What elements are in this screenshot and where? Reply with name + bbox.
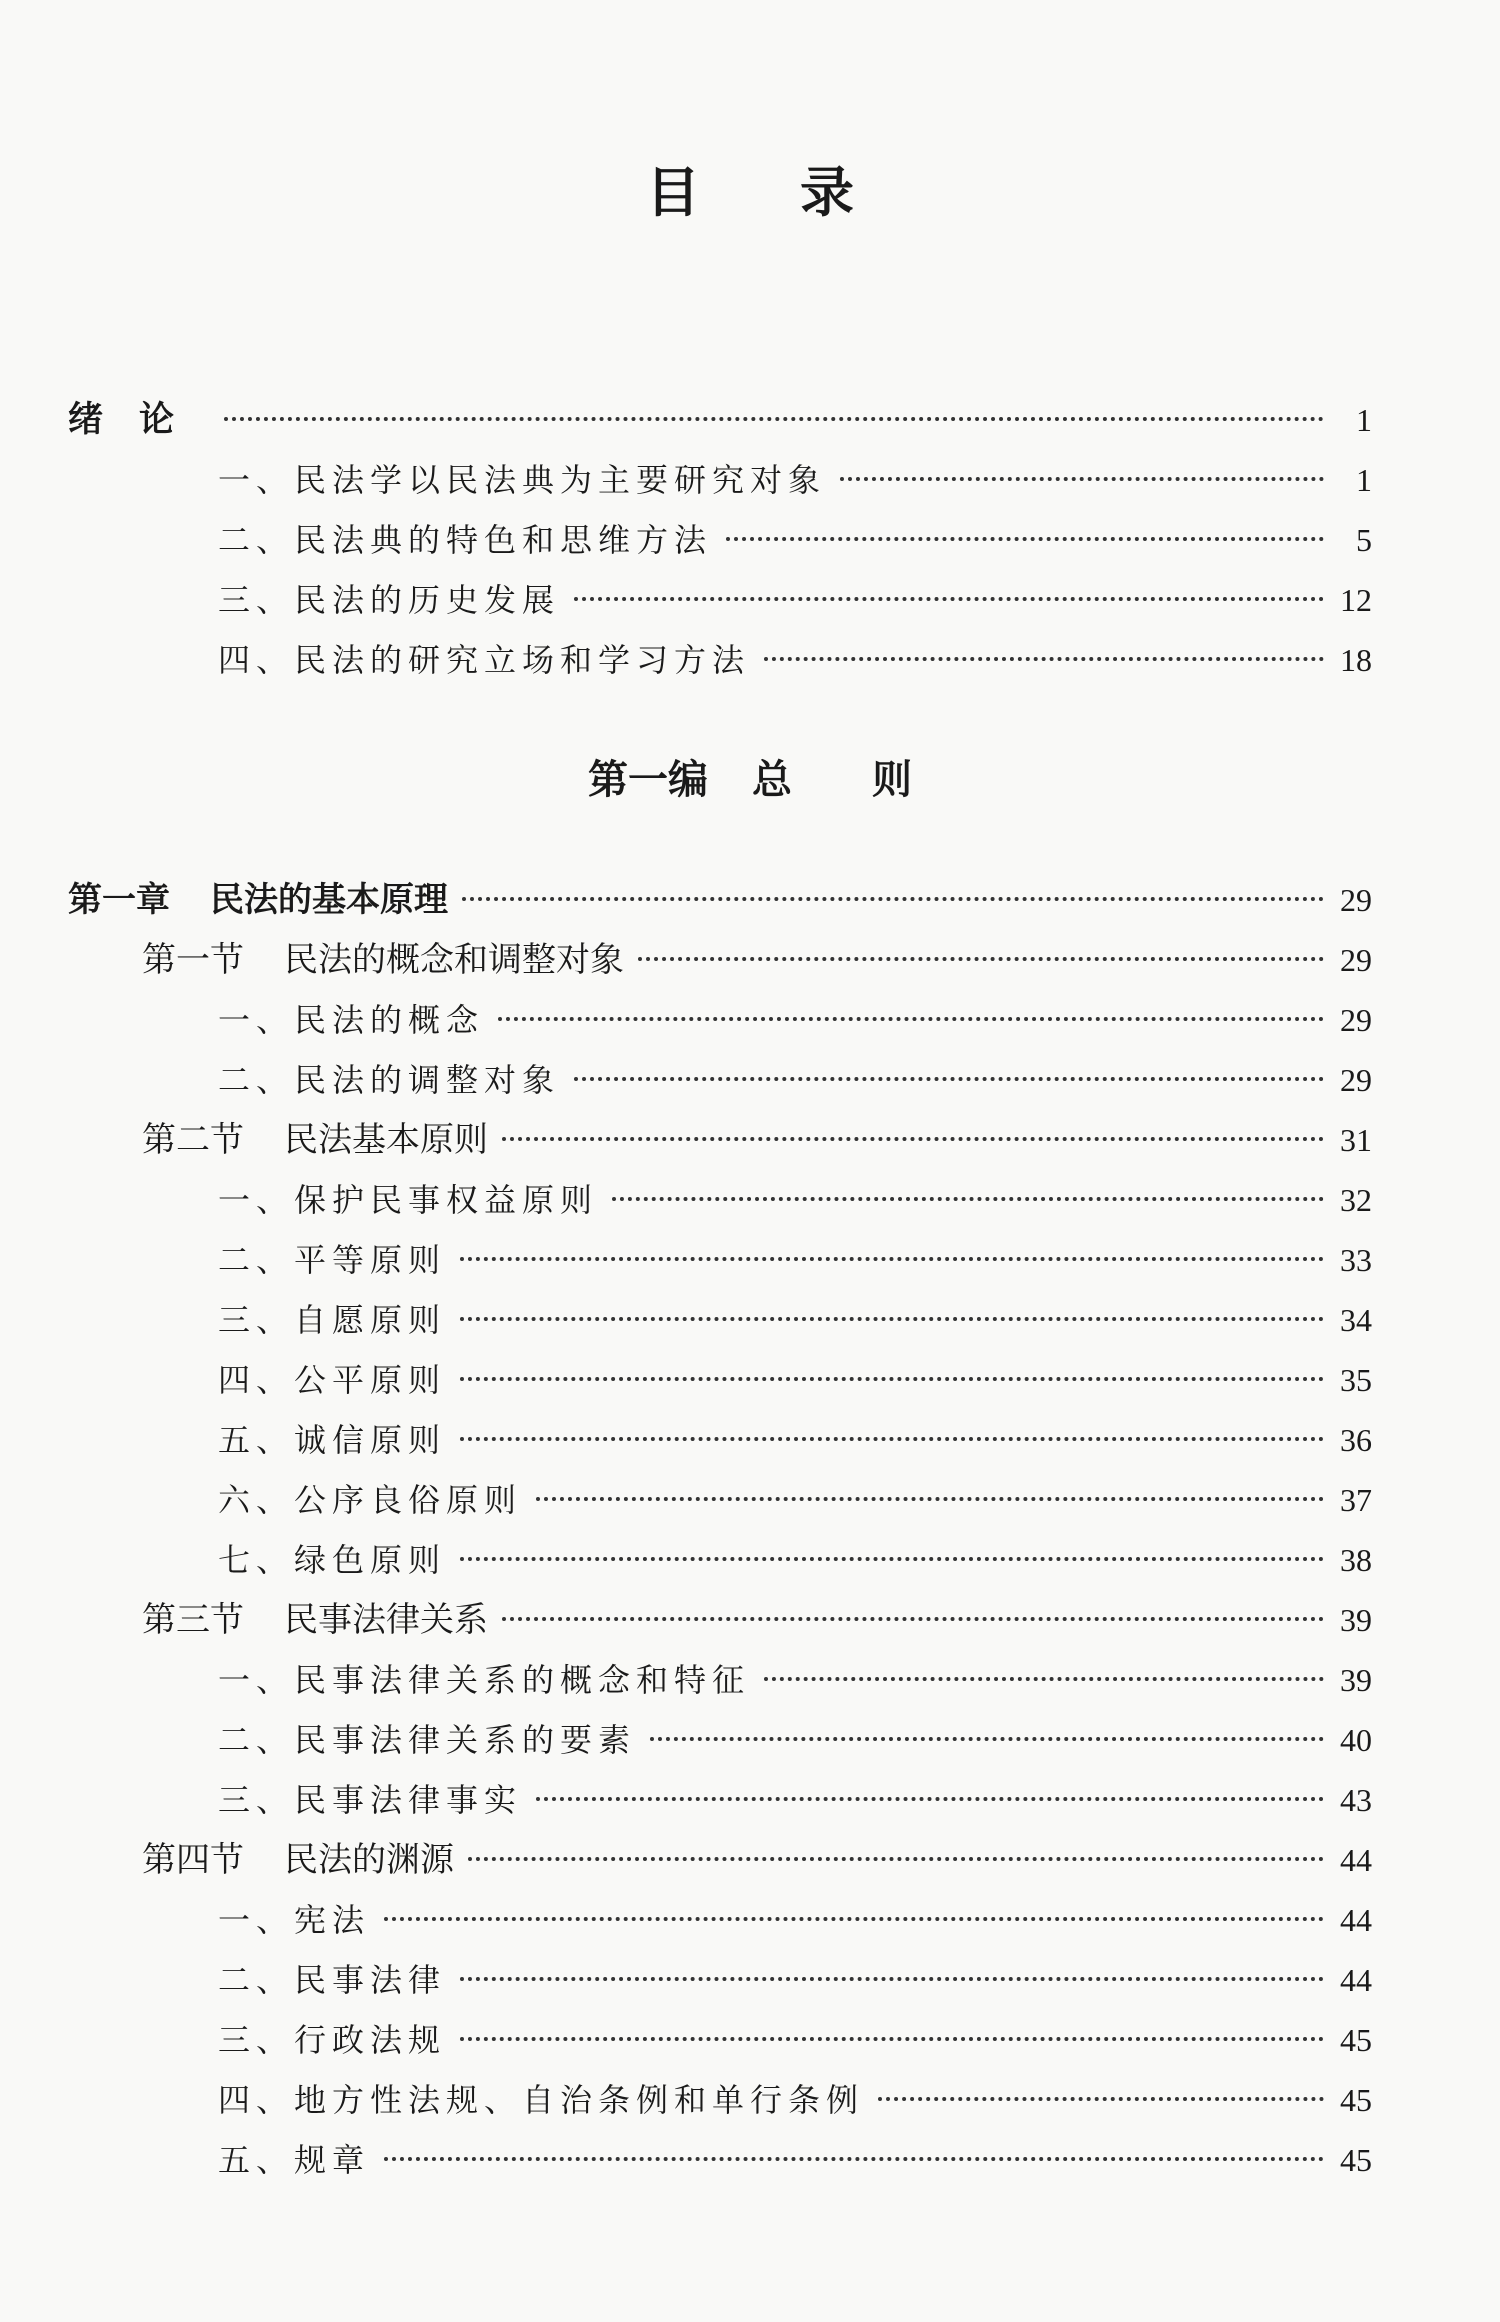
toc-entry-title: 地方性法规、自治条例和单行条例: [294, 2081, 865, 2119]
toc-entry[interactable]: [218, 1710, 1372, 1770]
toc-entry-number: 三、: [218, 2021, 295, 2059]
toc-entry-page: 39: [1340, 1602, 1372, 1638]
toc-entry-label: [142, 930, 624, 990]
toc-entry-number: 四、: [218, 2081, 295, 2119]
toc-entry-number: 五、: [218, 2141, 295, 2179]
toc-entry-label: [218, 510, 712, 570]
toc-entry[interactable]: [218, 1470, 1372, 1530]
toc-entry[interactable]: [218, 1650, 1372, 1710]
toc-entry-page: 43: [1340, 1782, 1372, 1818]
toc-entry-title: 诚信原则: [294, 1421, 447, 1459]
part-title-b: 则: [872, 757, 912, 803]
toc-entry-page: 1: [1356, 402, 1372, 438]
toc-entry[interactable]: [218, 1050, 1372, 1110]
toc-entry-page: 38: [1340, 1542, 1372, 1578]
toc-entry[interactable]: [218, 1890, 1372, 1950]
toc-entry-label: [218, 1770, 522, 1830]
toc-entry-number: 一、: [218, 1661, 295, 1699]
toc-entry-number: 第一节: [142, 940, 244, 980]
toc-entry[interactable]: [142, 930, 1372, 990]
toc-entry-page: 36: [1340, 1422, 1372, 1458]
toc-entry-number: 一、: [218, 1181, 295, 1219]
toc-entry-label: [218, 2130, 370, 2190]
toc-entry-title: 民事法律关系的要素: [294, 1721, 637, 1759]
toc-entry-title: 民法的调整对象: [294, 1061, 561, 1099]
dot-leader: [878, 2097, 1324, 2101]
dot-leader: [468, 1857, 1324, 1861]
dot-leader: [638, 957, 1324, 961]
toc-entry-number: 三、: [218, 581, 295, 619]
toc-entry[interactable]: [218, 1290, 1372, 1350]
toc-entry[interactable]: [218, 1170, 1372, 1230]
toc-entry[interactable]: [142, 1830, 1372, 1890]
dot-leader: [502, 1617, 1324, 1621]
toc-entry-number: 第一章: [68, 880, 170, 920]
toc-entry-label: [218, 1290, 446, 1350]
toc-entry[interactable]: [218, 570, 1372, 630]
dot-leader: [840, 477, 1324, 481]
toc-entry-number: 二、: [218, 1721, 295, 1759]
dot-leader: [502, 1137, 1324, 1141]
toc-entry-title: 绿色原则: [294, 1541, 447, 1579]
toc-entry-title: 民法的概念: [294, 1001, 485, 1039]
toc-entry-label: [218, 1950, 446, 2010]
toc-entry[interactable]: [218, 1950, 1372, 2010]
toc-entry-page: 32: [1340, 1182, 1372, 1218]
toc-entry[interactable]: [218, 450, 1372, 510]
toc-entry-page: 5: [1356, 522, 1372, 558]
toc-entry-page: 18: [1340, 642, 1372, 678]
dot-leader: [726, 537, 1324, 541]
dot-leader: [764, 1677, 1324, 1681]
toc-entry-title: 民法学以民法典为主要研究对象: [294, 461, 827, 499]
toc-entry-page: 29: [1340, 882, 1372, 918]
toc-entry-number: 一、: [218, 1901, 295, 1939]
toc-entry-title: 民法的研究立场和学习方法: [294, 641, 751, 679]
toc-entry[interactable]: [218, 1230, 1372, 1290]
toc-entry-number: 二、: [218, 521, 295, 559]
toc-entry-label: [218, 1710, 636, 1770]
toc-entry-page: 29: [1340, 1002, 1372, 1038]
toc-entry-number: 四、: [218, 641, 295, 679]
toc-entry-title: 民法的历史发展: [294, 581, 561, 619]
toc-entry-label: [218, 1050, 560, 1110]
toc-entry[interactable]: [142, 1590, 1372, 1650]
toc-entry[interactable]: [218, 2130, 1372, 2190]
toc-entry-label: [218, 2070, 864, 2130]
dot-leader: [574, 597, 1324, 601]
toc-entry[interactable]: [218, 1530, 1372, 1590]
toc-entry-title: 民法的概念和调整对象: [284, 940, 624, 980]
toc-entry-page: 44: [1340, 1842, 1372, 1878]
toc-entry-number: 六、: [218, 1481, 295, 1519]
toc-entry-label: [142, 1830, 454, 1890]
part-title: [0, 748, 1500, 805]
toc-entry-title: 民事法律事实: [294, 1781, 523, 1819]
toc-entry-title: 民法的渊源: [284, 1840, 454, 1880]
toc-entry-number: 二、: [218, 1961, 295, 1999]
dot-leader: [460, 2037, 1324, 2041]
toc-entry-number: 一、: [218, 461, 295, 499]
dot-leader: [462, 897, 1324, 901]
toc-entry-page: 44: [1340, 1902, 1372, 1938]
toc-entry-label: [218, 1350, 446, 1410]
dot-leader: [764, 657, 1324, 661]
toc-entry-number: 二、: [218, 1061, 295, 1099]
toc-entry-title: 民法基本原则: [284, 1120, 488, 1160]
dot-leader: [460, 1257, 1324, 1261]
toc-entry-label: [218, 1890, 370, 1950]
toc-entry-label: [142, 1590, 488, 1650]
toc-entry-page: 33: [1340, 1242, 1372, 1278]
toc-entry-label: [218, 1650, 750, 1710]
dot-leader: [460, 1557, 1324, 1561]
toc-entry-title: 公序良俗原则: [294, 1481, 523, 1519]
toc-entry-title: 行政法规: [294, 2021, 447, 2059]
toc-entry-number: 五、: [218, 1421, 295, 1459]
toc-entry-page: 44: [1340, 1962, 1372, 1998]
dot-leader: [384, 2157, 1324, 2161]
toc-entry-number: 四、: [218, 1361, 295, 1399]
dot-leader: [384, 1917, 1324, 1921]
toc-entry-label: [218, 2010, 446, 2070]
toc-entry-number: 三、: [218, 1301, 295, 1339]
toc-entry-label: [68, 870, 448, 930]
toc-entry-page: 45: [1340, 2022, 1372, 2058]
toc-entry-label: [218, 990, 484, 1050]
toc-entry-page: 34: [1340, 1302, 1372, 1338]
toc-entry-title: 公平原则: [294, 1361, 447, 1399]
dot-leader: [460, 1437, 1324, 1441]
toc-entry-label: [218, 1470, 522, 1530]
toc-entry[interactable]: [218, 630, 1372, 690]
toc-entry-page: 40: [1340, 1722, 1372, 1758]
toc-entry-number: 第四节: [142, 1840, 244, 1880]
toc-entry-title: 民法的基本原理: [210, 880, 448, 920]
toc-entry-number: 七、: [218, 1541, 295, 1579]
toc-entry[interactable]: [218, 2070, 1372, 2130]
toc-entry-title: 民事法律关系: [284, 1600, 488, 1640]
toc-entry[interactable]: [218, 510, 1372, 570]
toc-entry[interactable]: [218, 990, 1372, 1050]
toc-entry-label: [68, 390, 210, 450]
toc-entry-label: [218, 450, 826, 510]
dot-leader: [612, 1197, 1324, 1201]
toc-entry[interactable]: [142, 1110, 1372, 1170]
toc-entry-number: 第三节: [142, 1600, 244, 1640]
toc-entry-title: 自愿原则: [294, 1301, 447, 1339]
toc-entry[interactable]: [68, 390, 1372, 450]
toc-entry-number: 绪: [68, 400, 140, 440]
toc-entry[interactable]: [68, 870, 1372, 930]
page-title: 目录: [646, 161, 954, 224]
toc-entry-title: 论: [139, 400, 211, 440]
toc-entry-title: 平等原则: [294, 1241, 447, 1279]
toc-entry-page: 31: [1340, 1122, 1372, 1158]
toc-entry-title: 保护民事权益原则: [294, 1181, 599, 1219]
toc-entry-title: 民事法律: [294, 1961, 447, 1999]
toc-entry-number: 一、: [218, 1001, 295, 1039]
toc-entry-page: 29: [1340, 1062, 1372, 1098]
toc-entry-number: 二、: [218, 1241, 295, 1279]
toc-entry-number: 第二节: [142, 1120, 244, 1160]
dot-leader: [536, 1497, 1324, 1501]
toc-entry-title: 宪法: [294, 1901, 371, 1939]
toc-entry-label: [218, 1410, 446, 1470]
toc-entry-page: 12: [1340, 582, 1372, 618]
dot-leader: [460, 1377, 1324, 1381]
toc-entry-label: [218, 1170, 598, 1230]
part-label: 第一编: [588, 757, 708, 803]
part-title-a: 总: [752, 757, 792, 803]
dot-leader: [574, 1077, 1324, 1081]
toc-entry-page: 45: [1340, 2142, 1372, 2178]
toc-entry-title: 民法典的特色和思维方法: [294, 521, 713, 559]
toc-entry-page: 35: [1340, 1362, 1372, 1398]
dot-leader: [224, 417, 1324, 421]
toc-entry-page: 39: [1340, 1662, 1372, 1698]
toc-entry-title: 民事法律关系的概念和特征: [294, 1661, 751, 1699]
toc-entry-page: 29: [1340, 942, 1372, 978]
toc-entry-page: 1: [1356, 462, 1372, 498]
toc-entry-label: [142, 1110, 488, 1170]
toc-entry[interactable]: [218, 1770, 1372, 1830]
dot-leader: [498, 1017, 1324, 1021]
dot-leader: [460, 1317, 1324, 1321]
dot-leader: [536, 1797, 1324, 1801]
dot-leader: [460, 1977, 1324, 1981]
toc-entry-number: 三、: [218, 1781, 295, 1819]
toc-entry-label: [218, 1530, 446, 1590]
toc-entry[interactable]: [218, 1410, 1372, 1470]
dot-leader: [650, 1737, 1324, 1741]
toc-entry-label: [218, 1230, 446, 1290]
toc-entry[interactable]: [218, 2010, 1372, 2070]
toc-entry-page: 37: [1340, 1482, 1372, 1518]
toc-entry-page: 45: [1340, 2082, 1372, 2118]
toc-entry-label: [218, 630, 750, 690]
toc-entry-title: 规章: [294, 2141, 371, 2179]
toc-entry[interactable]: [218, 1350, 1372, 1410]
toc-entry-label: [218, 570, 560, 630]
